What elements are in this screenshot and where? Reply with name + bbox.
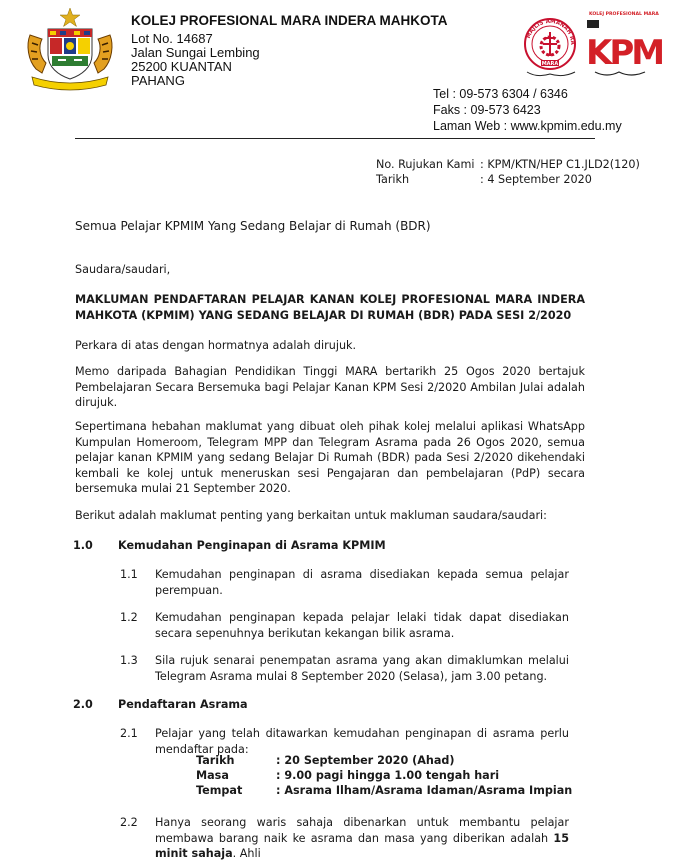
kpm-logo-top-text: KOLEJ PROFESIONAL MARA xyxy=(589,12,659,17)
item-number: 1.3 xyxy=(120,654,138,667)
item-text: Pelajar yang telah ditawarkan kemudahan penginapan di asrama perlu mendaftar pada: xyxy=(155,727,569,756)
detail-label: Tarikh xyxy=(196,754,235,767)
section-number: 1.0 xyxy=(73,539,93,552)
kpm-logo-text: KPM xyxy=(586,33,663,73)
item-number: 2.1 xyxy=(120,727,138,740)
section-number: 2.0 xyxy=(73,698,93,711)
reference-value: : KPM/KTN/HEP C1.JLD2(120) xyxy=(480,158,640,171)
detail-row xyxy=(196,768,572,783)
mara-ring-text: MAJLIS AMANAH RA xyxy=(525,18,576,46)
address-line-3: 25200 KUANTAN xyxy=(131,59,232,74)
paragraph-2: Memo daripada Bahagian Pendidikan Tinggi MARA bertarikh 25 Ogos 2020 bertajuk Pembelajaran Secara Bersemuka bagi Pelajar Kanan KPM Sesi 2/2020 Ambilan Julai adalah dirujuk. xyxy=(75,365,585,409)
kpm-logo xyxy=(585,6,663,82)
section-title: Kemudahan Penginapan di Asrama KPMIM xyxy=(118,539,386,552)
address-line-4: PAHANG xyxy=(131,73,185,88)
section-title: Pendaftaran Asrama xyxy=(118,698,248,711)
item-text xyxy=(155,815,569,862)
date-label: Tarikh xyxy=(376,173,410,186)
letterhead-divider xyxy=(75,138,595,139)
detail-row xyxy=(196,783,572,798)
college-name: KOLEJ PROFESIONAL MARA INDERA MAHKOTA xyxy=(131,13,448,28)
detail-label: Tempat xyxy=(196,784,243,797)
paragraph-4: Berikut adalah maklumat penting yang berkaitan untuk makluman saudara/saudari: xyxy=(75,509,547,522)
detail-row xyxy=(196,753,572,768)
mara-logo xyxy=(517,14,583,80)
contact-tel: Tel : 09-573 6304 / 6346 xyxy=(433,87,568,101)
address-line-2: Jalan Sungai Lembing xyxy=(131,45,260,60)
paragraph-3: Sepertimana hebahan maklumat yang dibuat oleh pihak kolej melalui aplikasi WhatsApp Kumpulan Homeroom, Telegram MPP dan Telegram Asrama pada 26 Ogos 2020, semua pelajar kanan KPMIM yang sedang Belajar Di Rumah (BDR) pada Sesi 2/2020 dikehendaki kembali ke kolej untuk meneruskan sesi Pengajaran dan pembelajaran (PdP) secara bersemuka mulai 21 September 2020. xyxy=(75,420,585,495)
reference-label: No. Rujukan Kami xyxy=(376,158,475,171)
registration-details xyxy=(196,753,572,798)
item-number: 1.1 xyxy=(120,568,138,581)
recipient: Semua Pelajar KPMIM Yang Sedang Belajar di Rumah (BDR) xyxy=(75,219,431,233)
item-text: Sila rujuk senarai penempatan asrama yang akan dimaklumkan melalui Telegram Asrama mulai 8 September 2020 (Selasa), jam 3.00 petang. xyxy=(155,654,569,683)
coat-of-arms-logo xyxy=(22,5,118,87)
paragraph-1: Perkara di atas dengan hormatnya adalah dirujuk. xyxy=(75,339,357,352)
salutation: Saudara/saudari, xyxy=(75,263,171,276)
contact-faks: Faks : 09-573 6423 xyxy=(433,103,541,117)
item-number: 2.2 xyxy=(120,816,138,829)
detail-value: : 20 September 2020 (Ahad) xyxy=(276,754,455,767)
detail-value: : 9.00 pagi hingga 1.00 tengah hari xyxy=(276,769,500,782)
mara-logo-text: MARA xyxy=(541,61,559,67)
address-line-1: Lot No. 14687 xyxy=(131,31,213,46)
item-text-part: Hanya seorang waris sahaja dibenarkan untuk membantu pelajar membawa barang naik ke asrama dan masa yang diberikan adalah xyxy=(155,816,569,845)
detail-value: : Asrama Ilham/Asrama Idaman/Asrama Impian xyxy=(276,784,573,797)
item-text: Kemudahan penginapan kepada pelajar lelaki tidak dapat disediakan secara sepenuhnya berikutan kekangan bilik asrama. xyxy=(155,611,569,640)
item-text-part: . Ahli xyxy=(232,847,261,860)
item-number: 1.2 xyxy=(120,611,138,624)
detail-label: Masa xyxy=(196,769,229,782)
item-text: Kemudahan penginapan di asrama disediakan kepada semua pelajar perempuan. xyxy=(155,568,569,597)
date-value: : 4 September 2020 xyxy=(480,173,592,186)
item-text-emphasis: 15 minit sahaja xyxy=(155,831,569,860)
subject-heading: MAKLUMAN PENDAFTARAN PELAJAR KANAN KOLEJ PROFESIONAL MARA INDERA MAHKOTA (KPMIM) YANG SEDANG BELAJAR DI RUMAH (BDR) PADA SESI 2/2020 xyxy=(75,293,585,322)
contact-web: Laman Web : www.kpmim.edu.my xyxy=(433,119,622,133)
